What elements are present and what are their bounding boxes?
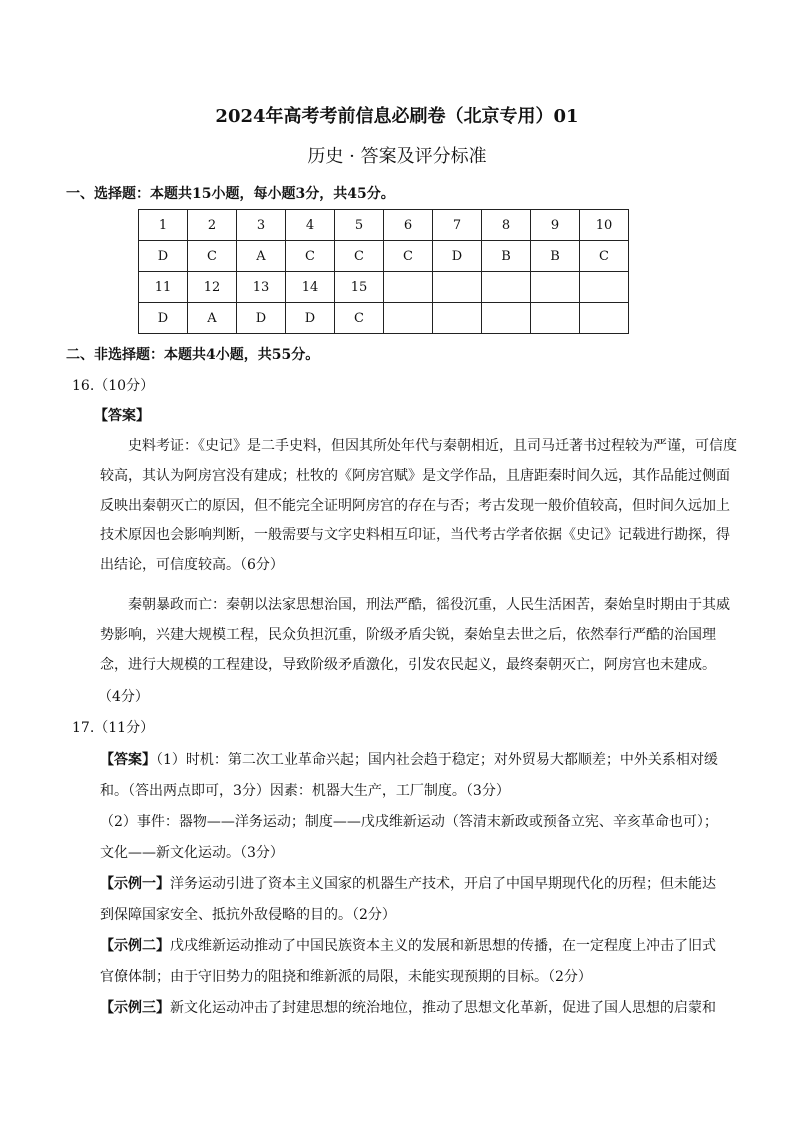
q17-example2-label: 【示例二】 [100,938,170,954]
answer-table-cell: 11 [139,272,188,303]
answer-table-cell [384,272,433,303]
answer-table-cell [384,303,433,334]
answer-table-cell: C [335,241,384,272]
answer-table-cell: C [335,303,384,334]
answer-table-row [139,241,629,272]
answer-table-cell: 7 [433,210,482,241]
q17-example2-a: 戊戌维新运动推动了中国民族资本主义的发展和新思想的传播，在一定程度上冲击了旧式 [170,938,716,954]
answer-table-cell: D [286,303,335,334]
q17-answer-label: 【答案】 [100,752,156,768]
answer-table-cell: B [482,241,531,272]
q16-answer-label: 【答案】 [94,408,150,424]
page-subtitle: 历史 · 答案及评分标准 [307,146,487,167]
q16-para2 [100,591,742,680]
q17-number: 17.（11分） [72,720,155,736]
answer-table-cell: 4 [286,210,335,241]
q17-example2-line1 [100,936,716,956]
q16-number: 16.（10分） [72,378,155,394]
q17-example1-b: 到保障国家安全、抵抗外敌侵略的目的。（2分） [100,907,396,923]
answer-table-row [139,303,629,334]
q17-example1-label: 【示例一】 [100,876,170,892]
answer-table-cell [433,303,482,334]
answer-table-cell: A [188,303,237,334]
answer-table-row [139,272,629,303]
q17-part2-a: （2）事件：器物——洋务运动；制度——戊戌维新运动（答清末新政或预备立宪、辛亥革命也可）； [100,814,718,830]
answer-table-cell: 6 [384,210,433,241]
answer-table-cell [580,272,629,303]
q16-para1 [100,432,742,581]
answer-table-cell [531,303,580,334]
q16-para1-text: 史料考证：《史记》是二手史料，但因其所处年代与秦朝相近，且司马迁著书过程较为严谨，可信度较高，其认为阿房宫没有建成；杜牧的《阿房宫赋》是文学作品，且唐距秦时间久远，其作品能过侧面反映出秦朝灭亡的原因，但不能完全证明阿房宫的存在与否；考古发现一般价值较高，但时间久远加上技术原因也会影响判断，一般需要与文字史料相互印证，当代考古学者依据《史记》记载进行勘探，得出结论，可信度较高。（6分） [100,438,737,574]
q17-example3-a: 新文化运动冲击了封建思想的统治地位，推动了思想文化革新，促进了国人思想的启蒙和 [170,1000,716,1016]
q17-part1-a: （1）时机：第二次工业革命兴起；国内社会趋于稳定；对外贸易大都顺差；中外关系相对缓 [156,752,718,768]
answer-table-cell: 1 [139,210,188,241]
answer-table-cell: 2 [188,210,237,241]
q17-example1-line1 [100,874,716,894]
q17-part2-b: 文化——新文化运动。（3分） [100,845,284,861]
answer-table-cell: 5 [335,210,384,241]
answer-table-cell [482,272,531,303]
answer-table-cell: 9 [531,210,580,241]
q17-example1-a: 洋务运动引进了资本主义国家的机器生产技术，开启了中国早期现代化的历程；但未能达 [170,876,716,892]
answer-table-cell: D [139,241,188,272]
answer-table-cell [482,303,531,334]
q17-example3-line1 [100,998,716,1018]
answer-table-row [139,210,629,241]
answer-table-cell [531,272,580,303]
answer-table-cell [580,303,629,334]
q17-example3-label: 【示例三】 [100,1000,170,1016]
q17-part1-line1 [100,750,718,770]
section2-heading: 二、非选择题：本题共4小题，共55分。 [66,347,320,363]
answer-table-cell: D [237,303,286,334]
q16-para2-score: （4分） [98,689,149,705]
answer-table-cell: 10 [580,210,629,241]
section1-heading: 一、选择题：本题共15小题，每小题3分，共45分。 [66,186,395,202]
page-title: 2024年高考考前信息必刷卷（北京专用）01 [215,106,579,127]
answer-table-cell: 15 [335,272,384,303]
answer-table-cell [433,272,482,303]
answer-table-cell: 8 [482,210,531,241]
answer-table-cell: 13 [237,272,286,303]
answer-table-cell: B [531,241,580,272]
answer-table-cell: 3 [237,210,286,241]
answer-table [138,209,629,334]
answer-table-cell: C [188,241,237,272]
answer-table-cell: D [433,241,482,272]
q16-para2-text: 秦朝暴政而亡：秦朝以法家思想治国，刑法严酷，徭役沉重，人民生活困苦，秦始皇时期由于其威势影响，兴建大规模工程，民众负担沉重，阶级矛盾尖锐，秦始皇去世之后，依然奉行严酷的治国理念，进行大规模的工程建设，导致阶级矛盾激化，引发农民起义，最终秦朝灭亡，阿房宫也未建成。 [100,597,730,673]
answer-table-cell: C [286,241,335,272]
answer-table-cell: A [237,241,286,272]
q17-part1-b: 和。（答出两点即可，3分）因素：机器大生产，工厂制度。（3分） [100,783,510,799]
answer-table-cell: 14 [286,272,335,303]
answer-table-cell: D [139,303,188,334]
answer-table-cell: 12 [188,272,237,303]
answer-table-cell: C [580,241,629,272]
answer-table-cell: C [384,241,433,272]
q17-example2-b: 官僚体制；由于守旧势力的阻挠和维新派的局限，未能实现预期的目标。（2分） [100,969,592,985]
